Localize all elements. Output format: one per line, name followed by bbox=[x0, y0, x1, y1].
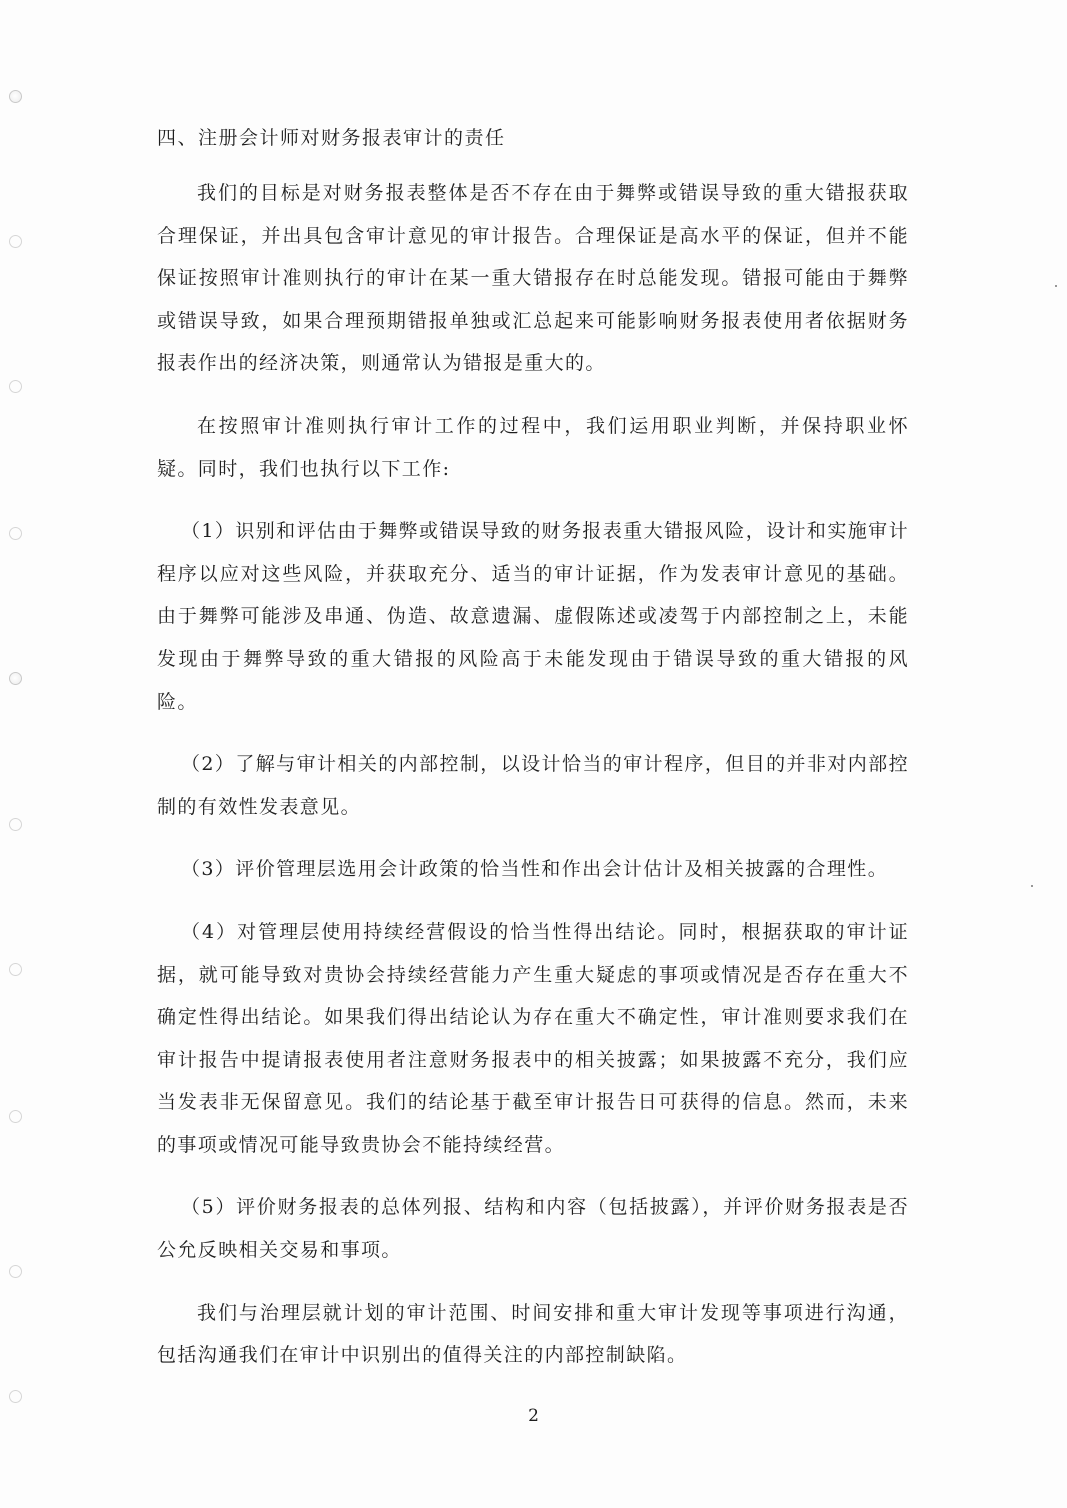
binding-hole bbox=[9, 90, 22, 103]
binding-hole bbox=[9, 235, 22, 248]
binding-hole bbox=[9, 1390, 22, 1403]
list-item-1: （1）识别和评估由于舞弊或错误导致的财务报表重大错报风险，设计和实施审计程序以应对这些风险，并获取充分、适当的审计证据，作为发表审计意见的基础。由于舞弊可能涉及串通、伪造、故意遗漏、虚假陈述或凌驾于内部控制之上，未能发现由于舞弊导致的重大错报的风险高于未能发现由于错误导致的重大错报的风险。 bbox=[157, 520, 909, 713]
binding-hole bbox=[9, 1265, 22, 1278]
binding-hole bbox=[9, 527, 22, 540]
paragraph-professional-judgment: 在按照审计准则执行审计工作的过程中，我们运用职业判断，并保持职业怀疑。同时，我们也执行以下工作: bbox=[157, 414, 909, 480]
document-body bbox=[157, 118, 909, 1397]
binding-hole bbox=[9, 672, 22, 685]
binding-hole bbox=[9, 1110, 22, 1123]
binding-hole bbox=[9, 818, 22, 831]
page-number: 2 bbox=[528, 1406, 539, 1426]
list-item-3: （3）评价管理层选用会计政策的恰当性和作出会计估计及相关披露的合理性。 bbox=[181, 858, 889, 881]
scan-speck bbox=[1055, 285, 1057, 287]
binding-hole bbox=[9, 963, 22, 976]
list-item-2: （2）了解与审计相关的内部控制，以设计恰当的审计程序，但目的并非对内部控制的有效性发表意见。 bbox=[157, 753, 909, 818]
list-item-5: （5）评价财务报表的总体列报、结构和内容（包括披露），并评价财务报表是否公允反映相关交易和事项。 bbox=[157, 1196, 909, 1262]
paragraph-audit-objective: 我们的目标是对财务报表整体是否不存在由于舞弊或错误导致的重大错报获取合理保证，并出具包含审计意见的审计报告。合理保证是高水平的保证，但并不能保证按照审计准则执行的审计在某一重大错报存在时总能发现。错报可能由于舞弊或错误导致，如果合理预期错报单独或汇总起来可能影响财务报表使用者依据财务报表作出的经济决策，则通常认为错报是重大的。 bbox=[157, 182, 909, 375]
paragraph-governance-communication: 我们与治理层就计划的审计范围、时间安排和重大审计发现等事项进行沟通，包括沟通我们在审计中识别出的值得关注的内部控制缺陷。 bbox=[157, 1301, 909, 1367]
section-heading: 四、注册会计师对财务报表审计的责任 bbox=[157, 127, 506, 149]
scan-speck bbox=[1031, 885, 1033, 887]
binding-hole bbox=[9, 380, 22, 393]
list-item-4: （4）对管理层使用持续经营假设的恰当性得出结论。同时，根据获取的审计证据，就可能导致对贵协会持续经营能力产生重大疑虑的事项或情况是否存在重大不确定性得出结论。如果我们得出结论认为存在重大不确定性，审计准则要求我们在审计报告中提请报表使用者注意财务报表中的相关披露；如果披露不充分，我们应当发表非无保留意见。我们的结论基于截至审计报告日可获得的信息。然而，未来的事项或情况可能导致贵协会不能持续经营。 bbox=[157, 920, 909, 1156]
